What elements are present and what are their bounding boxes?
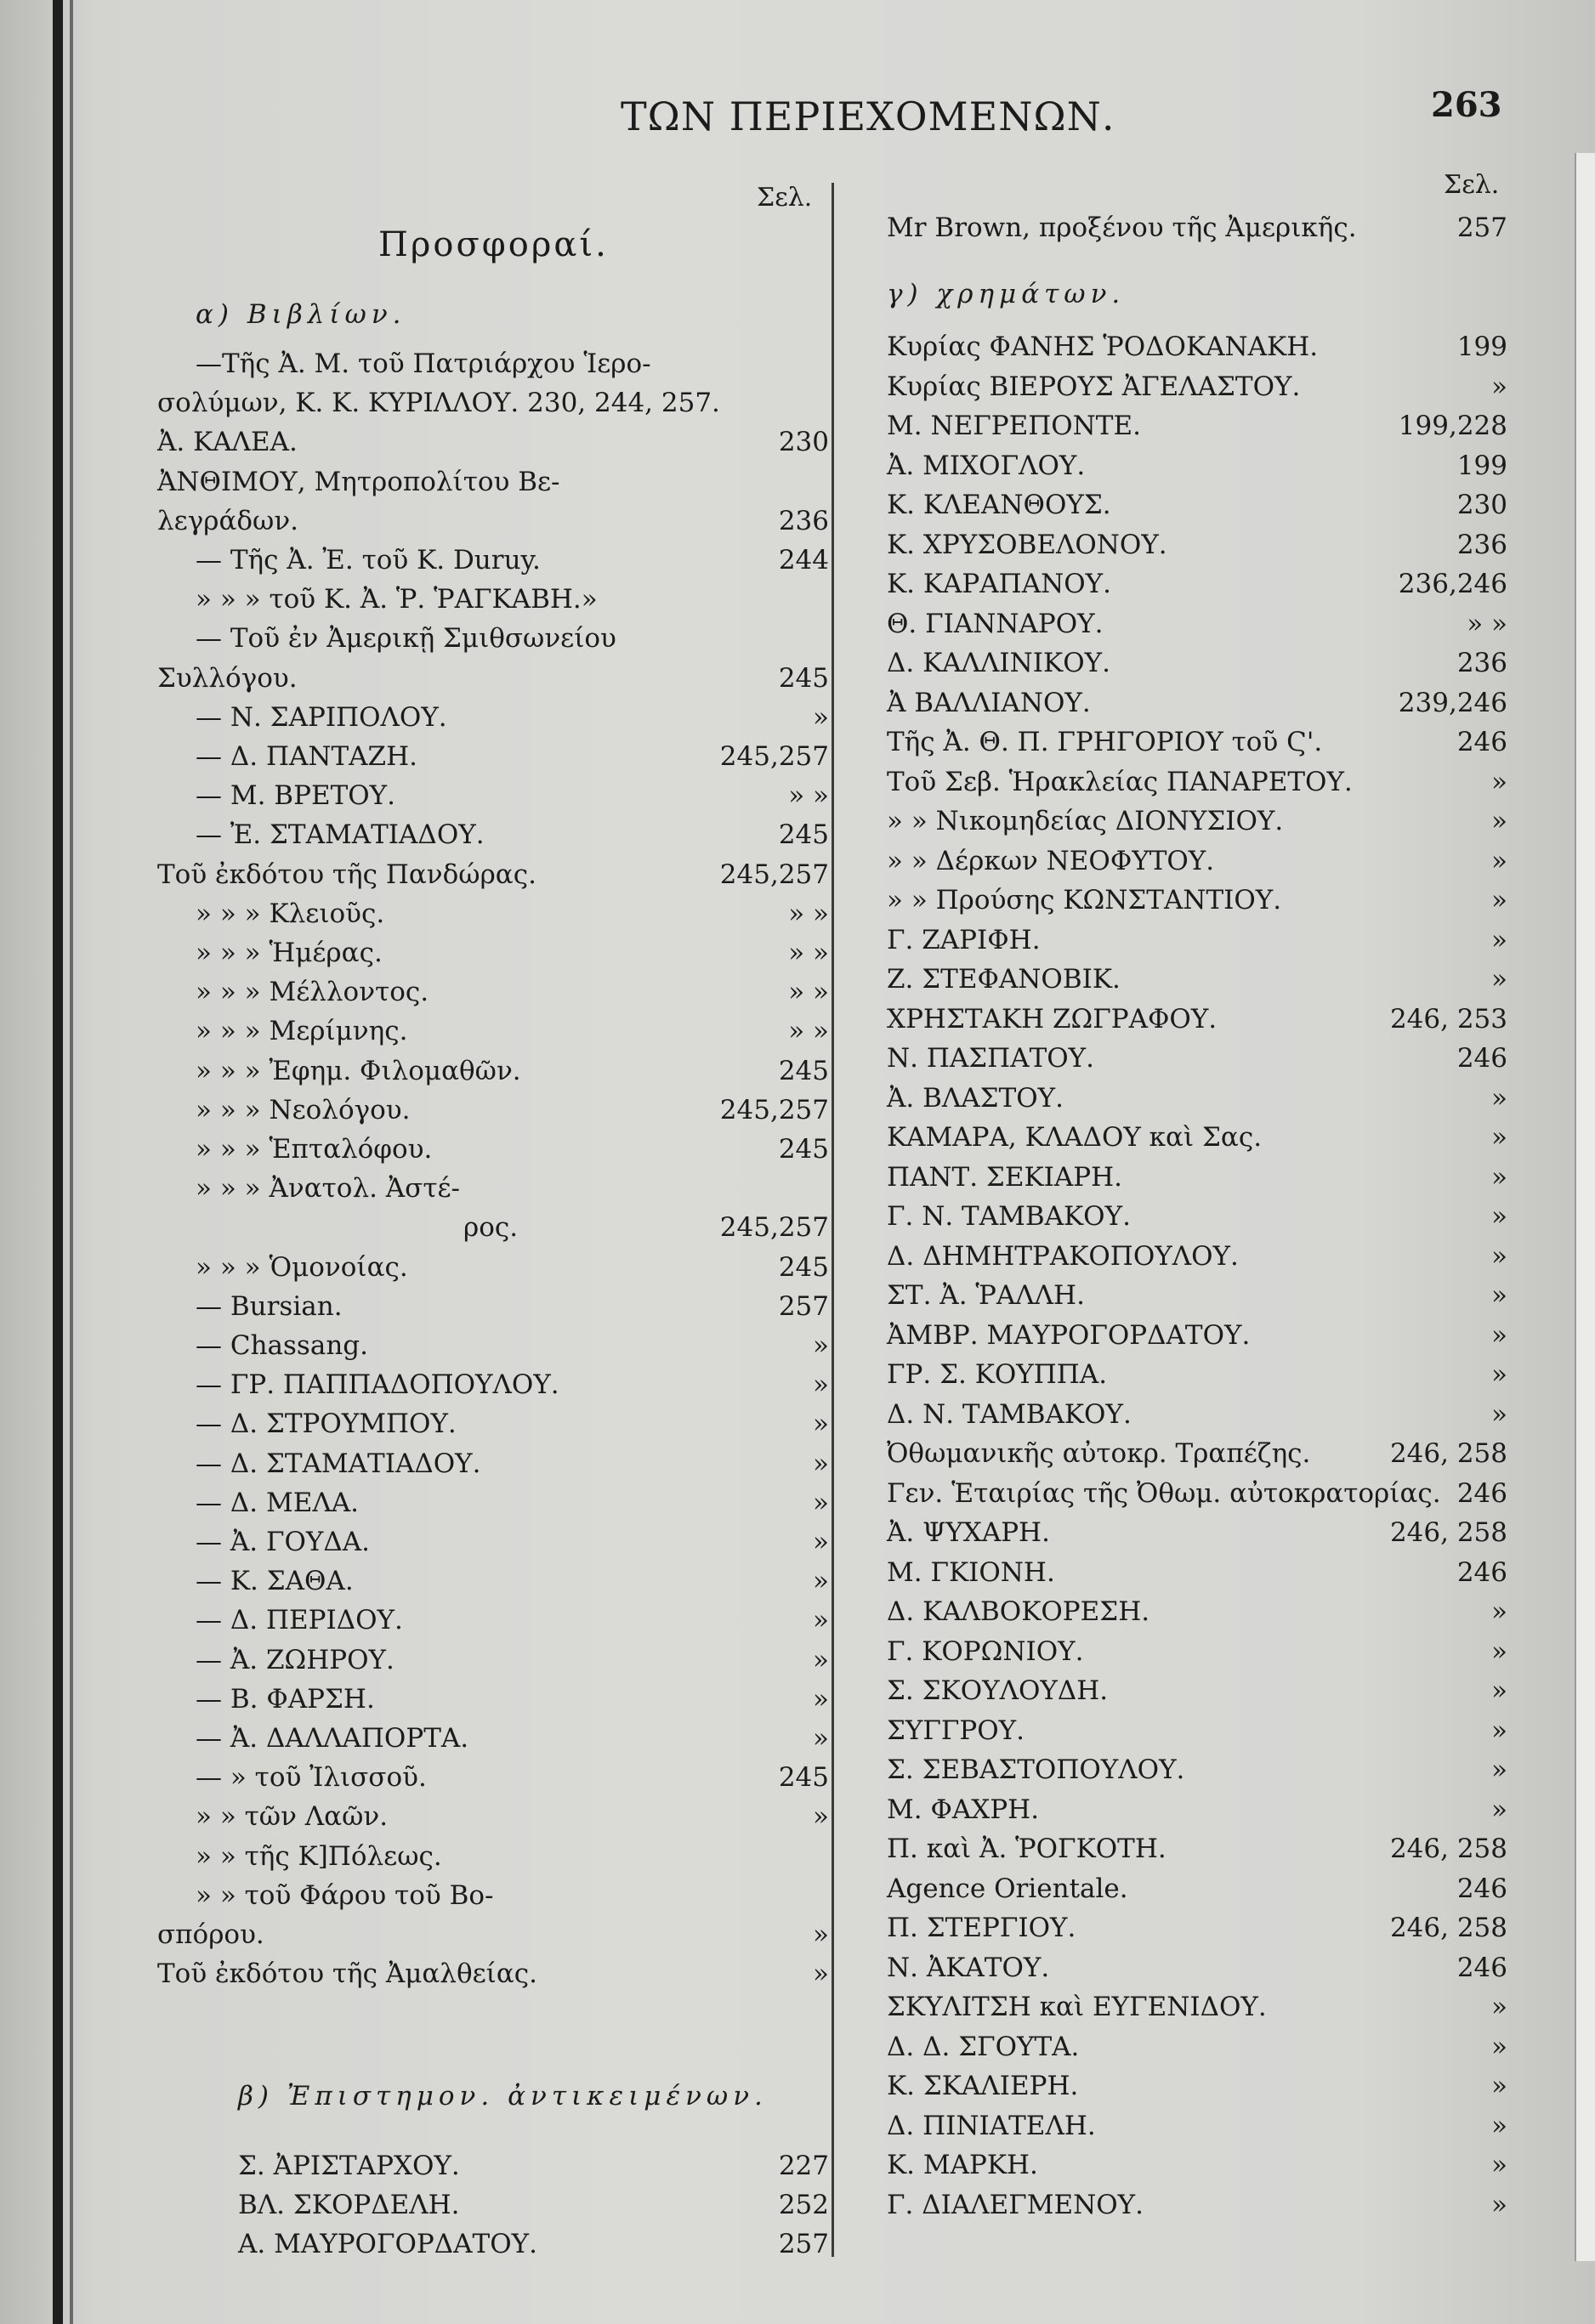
index-entry	[887, 688, 1507, 727]
entry-label: » » » Νεολόγου.	[196, 1094, 411, 1125]
index-entry	[887, 846, 1507, 885]
entry-label: Μ. ΦΑΧΡΗ.	[887, 1794, 1040, 1825]
entry-page: »	[813, 1958, 829, 1990]
entry-page: 246	[1456, 1952, 1507, 1983]
entry-label: ΚΑΜΑΡΑ, ΚΛΑΔΟΥ καὶ Σας.	[887, 1122, 1263, 1153]
entry-page: 246, 258	[1389, 1517, 1507, 1548]
index-entry	[157, 427, 829, 466]
entry-label: Ἀ ΒΑΛΛΙΑΝΟΥ.	[887, 687, 1091, 718]
entry-label: — Ἐ. ΣΤΑΜΑΤΙΑΔΟΥ.	[196, 819, 485, 851]
index-entry	[887, 530, 1507, 569]
index-entry	[157, 1134, 829, 1173]
entry-page: »	[813, 1487, 829, 1518]
index-entry	[157, 938, 829, 977]
entry-page: » »	[788, 898, 829, 929]
entry-label: » » » Ὁμονοίας.	[196, 1251, 408, 1283]
entry-label: Τοῦ Σεβ. Ἡρακλείας ΠΑΝΑΡΕΤΟΥ.	[887, 766, 1353, 797]
entry-label: σολύμων, Κ. Κ. ΚΥΡΙΛΛΟΥ. 230, 244, 257.	[157, 388, 720, 419]
entry-label: ΠΑΝΤ. ΣΕΚΙΑΡΗ.	[887, 1161, 1123, 1193]
entry-label: — Δ. ΠΑΝΤΑΖΗ.	[196, 741, 417, 772]
index-entry	[887, 1953, 1507, 1992]
entry-label: » » » Ἐφημ. Φιλομαθῶν.	[196, 1055, 521, 1086]
entry-page: 246, 258	[1389, 1834, 1507, 1864]
entry-label: — Β. ΦΑΡΣΗ.	[196, 1683, 375, 1715]
index-entry	[887, 1754, 1507, 1794]
entry-page: 236	[1456, 529, 1507, 560]
index-entry	[887, 1834, 1507, 1873]
index-entry	[887, 1201, 1507, 1240]
index-entry	[887, 411, 1507, 450]
entry-page: 236,246	[1398, 569, 1507, 599]
entry-label: Δ. ΠΙΝΙΑΤΕΛΗ.	[887, 2110, 1096, 2141]
entry-label: Μ. ΓΚΙΟΝΗ.	[887, 1556, 1055, 1588]
index-entry	[157, 898, 829, 938]
entry-page: »	[1491, 806, 1507, 836]
index-entry	[887, 1596, 1507, 1635]
index-entry	[887, 806, 1507, 845]
entry-page: 246	[1456, 1477, 1507, 1509]
index-entry	[157, 467, 829, 506]
entry-page: »	[1491, 2071, 1507, 2101]
index-entry	[157, 741, 829, 780]
entry-label: ΣΤ. Ἀ. ῬΑΛΛΗ.	[887, 1280, 1085, 1311]
entry-page: »	[813, 701, 829, 733]
index-entry	[887, 2032, 1507, 2071]
index-entry	[157, 780, 829, 819]
entry-page: 236	[778, 505, 829, 536]
entry-label: » » » Ἑπταλόφου.	[196, 1134, 433, 1165]
entry-page: 245,257	[719, 1212, 829, 1244]
index-entry	[887, 1004, 1507, 1043]
entry-page: 246, 253	[1389, 1003, 1507, 1034]
index-entry	[157, 2229, 829, 2268]
entry-page: »	[813, 1369, 829, 1401]
entry-label: Ν. ἈΚΑΤΟΥ.	[887, 1952, 1050, 1983]
index-entry	[887, 1478, 1507, 1517]
entry-label: » » τῶν Λαῶν.	[196, 1801, 389, 1833]
entry-label: Κ. ΧΡΥΣΟΒΕΛΟΝΟΥ.	[887, 529, 1167, 560]
index-entry	[887, 727, 1507, 766]
page-number: 263	[1431, 85, 1502, 125]
index-entry	[157, 1095, 829, 1134]
entry-label: — Δ. ΣΤΡΟΥΜΠΟΥ.	[196, 1409, 457, 1440]
index-entry	[887, 648, 1507, 687]
entry-label: Κυρίας ΦΑΝΗΣ ῬΟΔΟΚΑΝΑΚΗ.	[887, 332, 1319, 362]
index-entry	[157, 1330, 829, 1369]
index-entry	[887, 1359, 1507, 1398]
entry-page: »	[813, 1448, 829, 1479]
book-spine	[53, 0, 63, 2324]
index-entry	[157, 388, 829, 427]
entry-label: — » τοῦ Ἰλισσοῦ.	[196, 1762, 427, 1794]
index-entry	[887, 1280, 1507, 1319]
entry-label: Ἀ. ΒΛΑΣΤΟΥ.	[887, 1082, 1064, 1114]
index-entry	[157, 1488, 829, 1527]
index-entry	[157, 702, 829, 741]
entry-page: »	[813, 1644, 829, 1675]
entry-label: Τῆς Ἀ. Θ. Π. ΓΡΗΓΟΡΙΟΥ τοῦ Ϛ'.	[887, 727, 1323, 757]
index-entry	[157, 1801, 829, 1840]
index-entry	[887, 1122, 1507, 1161]
index-entry	[157, 1645, 829, 1684]
index-entry	[157, 1016, 829, 1055]
entry-page: 230	[1456, 490, 1507, 520]
entry-label: — Δ. ΣΤΑΜΑΤΙΑΔΟΥ.	[196, 1448, 481, 1479]
entry-page: »	[1491, 766, 1507, 797]
page-column-label: Σελ.	[757, 183, 813, 213]
entry-page: » »	[788, 1016, 829, 1047]
entry-label: Μ. ΝΕΓΡΕΠΟΝΤΕ.	[887, 411, 1141, 441]
entry-label: — Chassang.	[196, 1330, 368, 1361]
index-entry	[887, 1162, 1507, 1201]
entry-label: » » Νικομηδείας ΔΙΟΝΥΣΙΟΥ.	[887, 806, 1284, 836]
entry-page: 245,257	[719, 741, 829, 772]
entry-page: 199,228	[1398, 411, 1507, 441]
index-entry	[887, 1438, 1507, 1477]
index-entry	[887, 1913, 1507, 1952]
index-entry	[157, 1369, 829, 1409]
entry-page: 245	[778, 1762, 829, 1794]
entry-label: » » » τοῦ Κ. Ἀ. Ῥ. ῬΑΓΚΑΒΗ.»	[196, 584, 598, 615]
entry-page: »	[813, 1801, 829, 1833]
entry-page: 245	[778, 662, 829, 694]
entry-label: Γ. Ν. ΤΑΜΒΑΚΟΥ.	[887, 1201, 1131, 1232]
entry-label: Α. ΜΑΥΡΟΓΟΡΔΑΤΟΥ.	[238, 2229, 537, 2259]
entry-label: Mr Brown, προξένου τῆς Ἀμερικῆς.	[887, 213, 1357, 243]
index-entry	[887, 2190, 1507, 2229]
page-edge	[1575, 153, 1595, 2261]
entry-page: »	[1491, 1280, 1507, 1311]
entry-page: 245,257	[719, 859, 829, 890]
index-entry	[157, 1723, 829, 1762]
entry-label: σπόρου.	[157, 1919, 264, 1950]
entry-label: — Ἀ. ΓΟΥΔΑ.	[196, 1527, 370, 1557]
entry-page: »	[813, 1605, 829, 1636]
index-entry	[887, 451, 1507, 490]
index-entry	[157, 2190, 829, 2229]
index-entry	[157, 1762, 829, 1801]
entry-page: 245	[778, 1055, 829, 1086]
subsection-title-a: α) Βιβλίων.	[196, 299, 406, 330]
index-entry	[157, 506, 829, 545]
entry-page: 246	[1456, 727, 1507, 757]
entry-label: — Ἀ. ΖΩΗΡΟΥ.	[196, 1644, 394, 1675]
entry-page: »	[1491, 885, 1507, 915]
entry-label: ἈΝΘΙΜΟΥ, Μητροπολίτου Βε-	[157, 466, 560, 497]
index-entry	[157, 584, 829, 623]
index-entry	[157, 623, 829, 662]
index-entry	[887, 1320, 1507, 1359]
index-entry	[157, 1056, 829, 1095]
column-divider	[832, 183, 834, 2257]
index-entry	[157, 1212, 829, 1251]
entry-page: 236	[1456, 648, 1507, 678]
entry-label: Δ. ΚΑΛΛΙΝΙΚΟΥ.	[887, 648, 1110, 678]
entry-page: 245	[778, 1134, 829, 1165]
entry-label: » » τοῦ Φάρου τοῦ Βο-	[196, 1879, 494, 1911]
entry-page: 244	[778, 545, 829, 575]
index-entry	[887, 1557, 1507, 1596]
entry-page: »	[813, 1723, 829, 1754]
entry-label: Ἀ. ΨΥΧΑΡΗ.	[887, 1517, 1050, 1548]
index-entry	[887, 213, 1507, 252]
entry-page: »	[813, 1409, 829, 1440]
index-entry	[887, 885, 1507, 924]
entry-page: »	[1491, 1398, 1507, 1430]
entry-label: Ν. ΠΑΣΠΑΤΟΥ.	[887, 1043, 1095, 1074]
entry-label: Κ. ΚΛΕΑΝΘΟΥΣ.	[887, 490, 1111, 520]
entry-page: 199	[1456, 332, 1507, 362]
entry-label: Κ. ΜΑΡΚΗ.	[887, 2150, 1038, 2180]
entry-label: Γ. ΔΙΑΛΕΓΜΕΝΟΥ.	[887, 2189, 1144, 2220]
entry-label: Ὀθωμανικῆς αὐτοκρ. Τραπέζης.	[887, 1438, 1311, 1469]
index-entry	[157, 1448, 829, 1488]
entry-page: 257	[778, 2229, 829, 2259]
entry-label: — Δ. ΜΕΛΑ.	[196, 1487, 359, 1518]
index-entry	[887, 609, 1507, 648]
index-entry	[887, 371, 1507, 411]
index-entry	[157, 1880, 829, 1919]
entry-page: 246	[1456, 1556, 1507, 1588]
entry-label: Κ. ΚΑΡΑΠΑΝΟΥ.	[887, 569, 1111, 599]
entry-page: »	[1491, 1635, 1507, 1667]
index-entry	[887, 925, 1507, 964]
index-entry	[887, 1399, 1507, 1438]
index-entry	[887, 1636, 1507, 1675]
index-entry	[157, 1919, 829, 1958]
entry-page: 257	[1456, 213, 1507, 243]
index-entry	[157, 1291, 829, 1330]
entry-label: » » » Μερίμνης.	[196, 1016, 408, 1047]
index-entry	[157, 349, 829, 388]
entry-page: »	[1491, 1715, 1507, 1746]
index-entry	[887, 1992, 1507, 2031]
entry-label: — Κ. ΣΑΘΑ.	[196, 1566, 354, 1597]
entry-page: »	[1491, 1992, 1507, 2022]
index-entry	[887, 2111, 1507, 2150]
index-entry	[157, 859, 829, 898]
entry-label: ἈΜΒΡ. ΜΑΥΡΟΓΟΡΔΑΤΟΥ.	[887, 1319, 1251, 1351]
entry-label: —Τῆς Ἀ. Μ. τοῦ Πατριάρχου Ἱερο-	[196, 349, 651, 379]
entry-page: »	[1491, 964, 1507, 995]
entry-label: — Ἀ. ΔΑΛΛΑΠΟΡΤΑ.	[196, 1723, 469, 1754]
entry-page: »	[1491, 2150, 1507, 2180]
entry-label: — Μ. ΒΡΕΤΟΥ.	[196, 780, 395, 812]
entry-label: Δ. ΚΑΛΒΟΚΟΡΕΣΗ.	[887, 1596, 1150, 1627]
entry-page: »	[1491, 1794, 1507, 1825]
entry-page: »	[1491, 1754, 1507, 1785]
entry-label: ΒΛ. ΣΚΟΡΔΕΛΗ.	[238, 2190, 460, 2220]
entry-label: Ἀ. ΜΙΧΟΓΛΟΥ.	[887, 450, 1086, 481]
entry-page: »	[1491, 1240, 1507, 1272]
subsection-title-c: γ) χρημάτων.	[887, 279, 1126, 309]
entry-label: ΓΡ. Σ. ΚΟΥΠΠΑ.	[887, 1359, 1108, 1390]
entry-page: »	[1491, 2189, 1507, 2220]
entry-page: »	[1491, 1596, 1507, 1627]
index-entry	[157, 977, 829, 1016]
entry-label: Σ. ΣΚΟΥΛΟΥΔΗ.	[887, 1675, 1109, 1706]
entry-page: »	[1491, 1675, 1507, 1706]
entry-page: »	[813, 1330, 829, 1361]
index-entry	[157, 1527, 829, 1566]
entry-page: »	[1491, 845, 1507, 876]
page-column-label: Σελ.	[1444, 170, 1500, 200]
entry-page: »	[1491, 2031, 1507, 2062]
entry-label: ΣΥΓΓΡΟΥ.	[887, 1715, 1025, 1746]
index-entry	[157, 1605, 829, 1644]
index-entry	[887, 1873, 1507, 1913]
entry-label: Γεν. Ἑταιρίας τῆς Ὀθωμ. αὐτοκρατορίας.	[887, 1477, 1441, 1509]
index-entry	[157, 1252, 829, 1291]
entry-label: Π. καὶ Ἀ. ῬΟΓΚΟΤΗ.	[887, 1834, 1166, 1864]
index-entry	[887, 767, 1507, 806]
entry-label: ΧΡΗΣΤΑΚΗ ΖΩΓΡΑΦΟΥ.	[887, 1003, 1218, 1034]
index-entry	[157, 1684, 829, 1723]
index-entry	[157, 1409, 829, 1448]
entry-page: »	[1491, 1082, 1507, 1114]
entry-label: — Bursian.	[196, 1290, 343, 1322]
entry-label: — ΓΡ. ΠΑΠΠΑΔΟΠΟΥΛΟΥ.	[196, 1369, 559, 1401]
entry-page: 246	[1456, 1043, 1507, 1074]
section-heading: Προσφοραί.	[378, 225, 609, 264]
entry-page: » »	[788, 780, 829, 812]
entry-label: » » τῆς Κ]Πόλεως.	[196, 1840, 442, 1872]
entry-page: 245	[778, 1251, 829, 1283]
running-title: ΤΩΝ ΠΕΡΙΕΧΟΜΕΝΩΝ.	[621, 94, 1115, 139]
entry-label: Τοῦ ἐκδότου τῆς Ἀμαλθείας.	[157, 1958, 537, 1990]
entry-label: — Τοῦ ἐν Ἀμερικῇ Σμιθσωνείου	[196, 623, 616, 655]
entry-label: Ζ. ΣΤΕΦΑΝΟΒΙΚ.	[887, 964, 1121, 995]
entry-label: Κυρίας ΒΙΕΡΟΥΣ ἈΓΕΛΑΣΤΟΥ.	[887, 371, 1301, 402]
index-entry	[157, 1958, 829, 1998]
entry-page: 252	[778, 2190, 829, 2220]
entry-label: Σ. ΣΕΒΑΣΤΟΠΟΥΛΟΥ.	[887, 1754, 1185, 1785]
index-entry	[157, 819, 829, 859]
index-entry	[157, 1173, 829, 1212]
index-entry	[157, 545, 829, 584]
entry-label: Δ. ΔΗΜΗΤΡΑΚΟΠΟΥΛΟΥ.	[887, 1240, 1239, 1272]
entry-label: ρος.	[463, 1212, 519, 1244]
entry-page: »	[1491, 371, 1507, 402]
entry-page: » »	[788, 977, 829, 1008]
entry-page: 246, 258	[1389, 1438, 1507, 1469]
index-entry	[157, 663, 829, 702]
index-entry	[887, 2071, 1507, 2110]
entry-label: Γ. ΖΑΡΙΦΗ.	[887, 924, 1041, 955]
entry-page: »	[1491, 1122, 1507, 1153]
subsection-title-b: β) Ἐπιστημον. ἀντικειμένων.	[238, 2081, 768, 2111]
index-entry	[887, 332, 1507, 371]
entry-page: »	[813, 1566, 829, 1597]
entry-page: 257	[778, 1290, 829, 1322]
entry-label: — Τῆς Ἀ. Ἐ. τοῦ Κ. Duruy.	[196, 545, 541, 575]
entry-page: »	[813, 1683, 829, 1715]
entry-page: 239,246	[1398, 687, 1507, 718]
index-entry	[887, 1083, 1507, 1122]
entry-page: »	[1491, 1201, 1507, 1232]
entry-label: » » Προύσης ΚΩΝΣΤΑΝΤΙΟΥ.	[887, 885, 1282, 915]
entry-label: » » Δέρκων ΝΕΟΦΥΤΟΥ.	[887, 845, 1215, 876]
index-entry	[887, 2150, 1507, 2189]
entry-page: 246	[1456, 1873, 1507, 1904]
entry-label: Π. ΣΤΕΡΓΙΟΥ.	[887, 1913, 1076, 1943]
index-entry	[887, 569, 1507, 608]
index-entry	[887, 1715, 1507, 1754]
entry-label: ΣΚΥΛΙΤΣΗ καὶ ΕΥΓΕΝΙΔΟΥ.	[887, 1992, 1267, 2022]
entry-label: Κ. ΣΚΑΛΙΕΡΗ.	[887, 2071, 1079, 2101]
index-entry	[887, 490, 1507, 529]
index-entry	[887, 1517, 1507, 1556]
entry-label: Γ. ΚΟΡΩΝΙΟΥ.	[887, 1635, 1084, 1667]
entry-page: » »	[1467, 608, 1507, 639]
entry-label: Ἀ. ΚΑΛΕΑ.	[157, 427, 298, 458]
entry-label: — Δ. ΠΕΡΙΔΟΥ.	[196, 1605, 403, 1636]
entry-page: »	[1491, 924, 1507, 955]
entry-label: » » » Κλειοῦς.	[196, 898, 385, 929]
entry-page: »	[1491, 1319, 1507, 1351]
entry-page: »	[1491, 1161, 1507, 1193]
entry-label: Θ. ΓΙΑΝΝΑΡΟΥ.	[887, 608, 1104, 639]
index-entry	[157, 1841, 829, 1880]
entry-page: 245,257	[719, 1094, 829, 1125]
entry-label: Τοῦ ἐκδότου τῆς Πανδώρας.	[157, 859, 536, 890]
entry-page: »	[1491, 1359, 1507, 1390]
entry-page: 227	[778, 2151, 829, 2181]
entry-label: » » » Ἀνατολ. Ἀστέ-	[196, 1173, 461, 1205]
entry-page: 230	[778, 427, 829, 458]
entry-page: 245	[778, 819, 829, 851]
index-entry	[887, 1043, 1507, 1082]
entry-label: Δ. Ν. ΤΑΜΒΑΚΟΥ.	[887, 1398, 1132, 1430]
index-entry	[157, 1566, 829, 1605]
index-entry	[887, 1241, 1507, 1280]
index-entry	[157, 2151, 829, 2190]
entry-label: Σ. ἈΡΙΣΤΑΡΧΟΥ.	[238, 2151, 460, 2181]
entry-page: »	[1491, 2110, 1507, 2141]
index-entry	[887, 1675, 1507, 1715]
entry-label: — Ν. ΣΑΡΙΠΟΛΟΥ.	[196, 701, 447, 733]
entry-page: 246, 258	[1389, 1913, 1507, 1943]
entry-page: »	[813, 1919, 829, 1950]
spine-shadow	[70, 0, 73, 2324]
entry-page: »	[813, 1527, 829, 1557]
index-entry	[887, 964, 1507, 1003]
entry-page: 199	[1456, 450, 1507, 481]
entry-label: Agence Orientale.	[887, 1873, 1128, 1904]
entry-label: » » » Μέλλοντος.	[196, 977, 429, 1008]
entry-label: λεγράδων.	[157, 505, 299, 536]
entry-label: Δ. Δ. ΣΓΟΥΤΑ.	[887, 2031, 1080, 2062]
index-entry	[887, 1794, 1507, 1834]
entry-label: Συλλόγου.	[157, 662, 298, 694]
entry-page: » »	[788, 938, 829, 968]
entry-label: » » » Ἡμέρας.	[196, 938, 383, 968]
